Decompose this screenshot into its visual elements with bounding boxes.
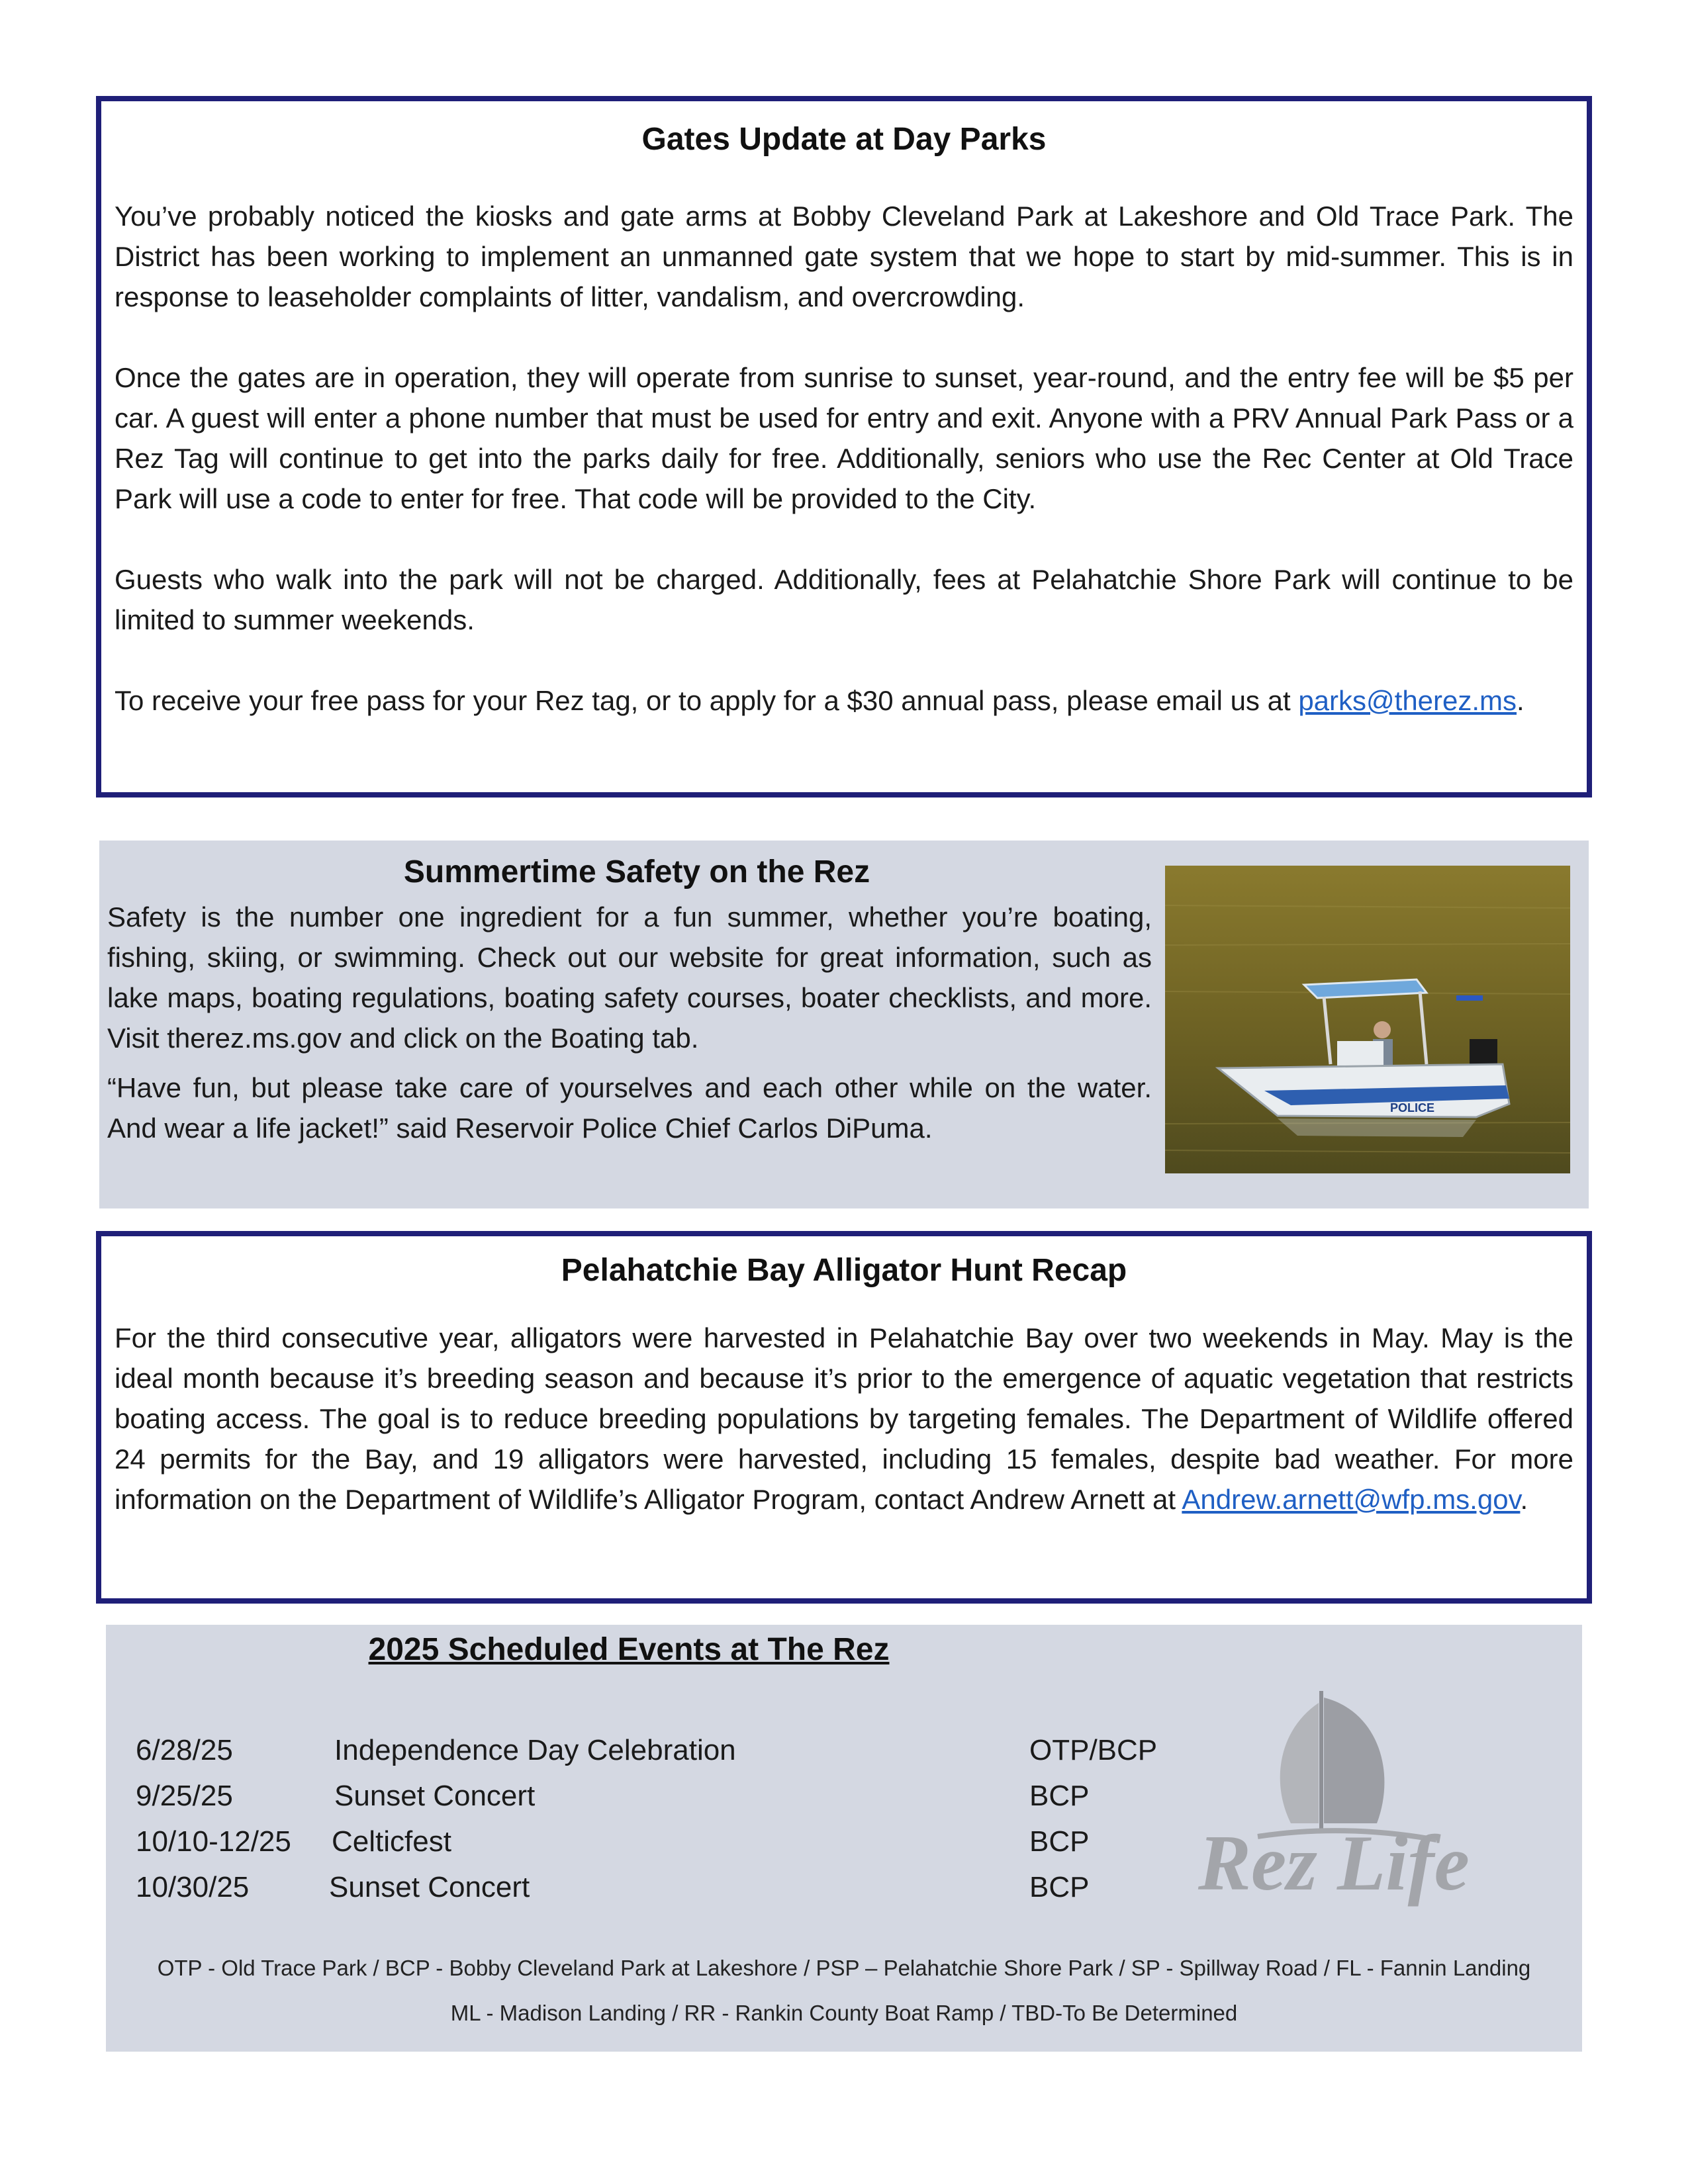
event-date: 10/10-12/25	[136, 1825, 291, 1858]
gates-paragraph-4	[115, 680, 1573, 721]
event-location: BCP	[1029, 1871, 1090, 1903]
gates-update-title: Gates Update at Day Parks	[641, 122, 1047, 157]
parks-email-link[interactable]: parks@therez.ms	[1298, 685, 1517, 716]
gates-update-section	[96, 96, 1592, 797]
alligator-paragraph-text: For the third consecutive year, alligators were harvested in Pelahatchie Bay over two weekends in May. May is the ideal month because it’s breeding season and because it’s prior to the emergence of aquatic vegetation that restricts boating access. The goal is to reduce breeding populations by targeting females. The Department of Wildlife offered 24 permits for the Bay, and 19 alligators were harvested, including 15 females, despite bad weather. For more information on the Department of Wildlife’s Alligator Program, contact Andrew Arnett at	[115, 1322, 1573, 1515]
event-name: Celticfest	[332, 1825, 451, 1858]
events-legend-line-2: ML - Madison Landing / RR - Rankin County Boat Ramp / TBD-To Be Determined	[450, 2001, 1238, 2025]
safety-text-column	[107, 854, 1256, 1148]
gates-paragraph-1: You’ve probably noticed the kiosks and gate arms at Bobby Cleveland Park at Lakeshore and Old Trace Park. The District has been working to implement an unmanned gate system that we hope to start by mid-summer. This is in response to leaseholder complaints of litter, vandalism, and overcrowding.	[115, 201, 1573, 312]
event-row	[136, 1825, 1261, 1870]
alligator-hunt-section	[96, 1231, 1592, 1604]
events-title: 2025 Scheduled Events at The Rez	[368, 1632, 890, 1667]
alligator-paragraph	[115, 1318, 1573, 1520]
event-name: Sunset Concert	[334, 1780, 536, 1812]
scheduled-events-section	[106, 1625, 1582, 2052]
event-location: OTP/BCP	[1029, 1734, 1158, 1766]
gates-paragraph-3: Guests who walk into the park will not be charged. Additionally, fees at Pelahatchie Shore Park will continue to be limited to summer weekends.	[115, 564, 1573, 635]
event-date: 6/28/25	[136, 1734, 233, 1766]
event-date: 9/25/25	[136, 1780, 233, 1812]
event-location: BCP	[1029, 1780, 1090, 1812]
event-date: 10/30/25	[136, 1871, 250, 1903]
police-boat-photo	[1165, 866, 1570, 1173]
gates-paragraph-2: Once the gates are in operation, they will operate from sunrise to sunset, year-round, and the entry fee will be $5 per car. A guest will enter a phone number that must be used for entry and exit. Anyone with a PRV Annual Park Pass or a Rez Tag will continue to get into the parks daily for free. Additionally, seniors who use the Rec Center at Old Trace Park will use a code to enter for free. That code will be provided to the City.	[115, 362, 1573, 514]
summertime-safety-section	[99, 841, 1589, 1208]
event-name: Sunset Concert	[329, 1871, 530, 1903]
events-legend-line-1: OTP - Old Trace Park / BCP - Bobby Cleveland Park at Lakeshore / PSP – Pelahatchie Shore Park / SP - Spillway Road / FL - Fannin Landing	[157, 1956, 1531, 1980]
event-name: Independence Day Celebration	[334, 1734, 736, 1766]
gates-paragraph-4-text: To receive your free pass for your Rez tag, or to apply for a $30 annual pass, please email us at	[115, 685, 1299, 716]
event-row	[136, 1780, 1261, 1825]
safety-title: Summertime Safety on the Rez	[403, 854, 870, 889]
alligator-hunt-title: Pelahatchie Bay Alligator Hunt Recap	[561, 1253, 1127, 1288]
event-row	[136, 1734, 1261, 1779]
police-boat-label: POLICE	[1390, 1101, 1435, 1115]
safety-paragraph-1: Safety is the number one ingredient for a fun summer, whether you’re boating, fishing, skiing, or swimming. Check out our website for great information, such as lake maps, boating regulations, boating safety courses, boater checklists, and more. Visit therez.ms.gov and click on the Boating tab.	[107, 901, 1152, 1054]
event-row	[136, 1871, 1261, 1916]
safety-paragraph-2: “Have fun, but please take care of yourselves and each other while on the water. And wear a life jacket!” said Reservoir Police Chief Carlos DiPuma.	[107, 1072, 1152, 1144]
rez-life-logo	[1178, 1671, 1509, 1962]
event-location: BCP	[1029, 1825, 1090, 1858]
gates-paragraph-4-end: .	[1517, 685, 1524, 716]
wildlife-email-link[interactable]: Andrew.arnett@wfp.ms.gov	[1182, 1484, 1521, 1515]
alligator-paragraph-end: .	[1520, 1484, 1528, 1515]
rez-life-logo-text: Rez Life	[1198, 1819, 1470, 1907]
